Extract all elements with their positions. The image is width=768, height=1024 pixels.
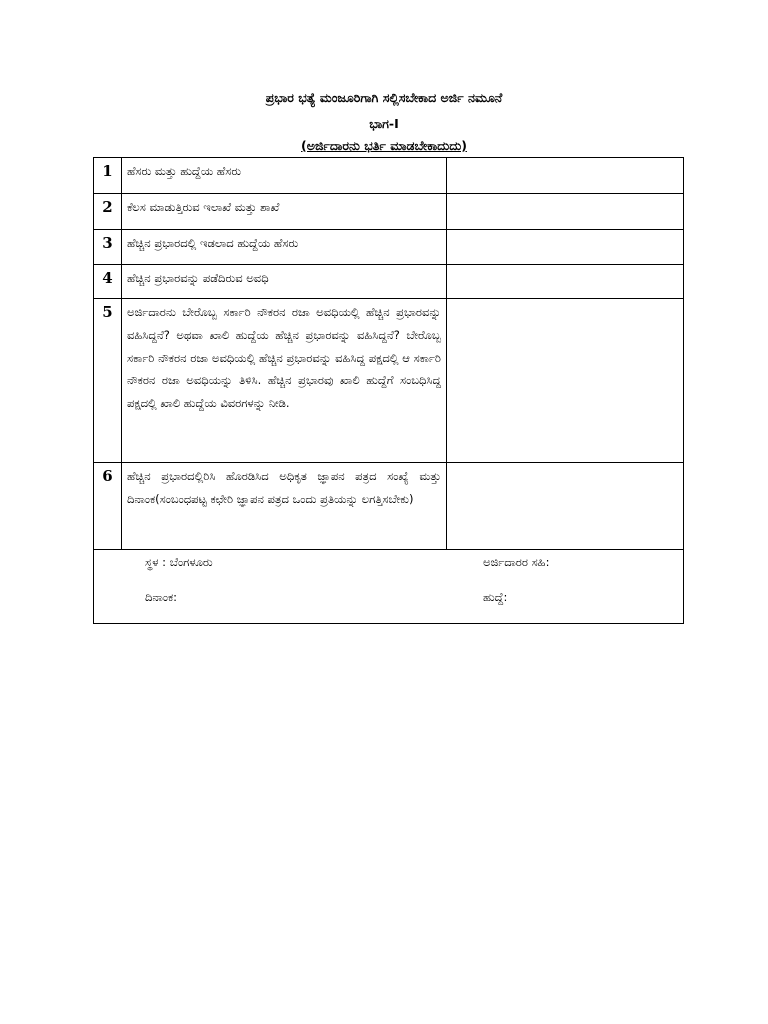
date-label: ದಿನಾಂಕ: bbox=[145, 590, 178, 604]
footer-row bbox=[94, 550, 684, 624]
form-subtitle: (ಅರ್ಜಿದಾರನು ಭರ್ತಿ ಮಾಡಬೇಕಾದುದು) bbox=[301, 138, 467, 153]
row-question: ಹೆಸರು ಮತ್ತು ಹುದ್ದೆಯ ಹೆಸರು bbox=[122, 158, 447, 194]
form-part: ಭಾಗ-I bbox=[369, 116, 399, 131]
designation-label: ಹುದ್ದೆ: bbox=[483, 590, 508, 604]
row-number: 2 bbox=[94, 194, 122, 230]
row-answer-field[interactable] bbox=[447, 265, 684, 299]
row-question: ಹೆಚ್ಚಿನ ಪ್ರಭಾರದಲ್ಲಿ ಇಡಲಾದ ಹುದ್ದೆಯ ಹೆಸರು bbox=[122, 230, 447, 265]
table-row bbox=[94, 299, 684, 463]
form-title: ಪ್ರಭಾರ ಭತ್ಯೆ ಮಂಜೂರಿಗಾಗಿ ಸಲ್ಲಿಸಬೇಕಾದ ಅರ್ಜಿ ನಮೂನೆ bbox=[265, 90, 503, 105]
row-question: ಕೆಲಸ ಮಾಡುತ್ತಿರುವ ಇಲಾಖೆ ಮತ್ತು ಶಾಖೆ bbox=[122, 194, 447, 230]
row-number: 3 bbox=[94, 230, 122, 265]
table-row bbox=[94, 230, 684, 265]
row-question: ಹೆಚ್ಚಿನ ಪ್ರಭಾರವನ್ನು ಪಡೆದಿರುವ ಅವಧಿ bbox=[122, 265, 447, 299]
row-number: 4 bbox=[94, 265, 122, 299]
row-number: 5 bbox=[94, 299, 122, 463]
signature-block bbox=[94, 550, 684, 624]
row-answer-field[interactable] bbox=[447, 194, 684, 230]
row-question: ಅರ್ಜಿದಾರನು ಬೇರೊಬ್ಬ ಸರ್ಕಾರಿ ನೌಕರನ ರಜಾ ಅವಧಿಯಲ್ಲಿ ಹೆಚ್ಚಿನ ಪ್ರಭಾರವನ್ನು ವಹಿಸಿದ್ದನೆ? ಅಥವಾ ಖಾಲಿ ಹುದ್ದೆಯ ಹೆಚ್ಚಿನ ಪ್ರಭಾರವನ್ನು ವಹಿಸಿದ್ದನೆ? ಬೇರೊಬ್ಬ ಸರ್ಕಾರಿ ನೌಕರನ ರಜಾ ಅವಧಿಯಲ್ಲಿ ಹೆಚ್ಚಿನ ಪ್ರಭಾರವನ್ನು ವಹಿಸಿದ್ದ ಪಕ್ಷದಲ್ಲಿ ಆ ಸರ್ಕಾರಿ ನೌಕರನ ರಜಾ ಅವಧಿಯನ್ನು ತಿಳಿಸಿ. ಹೆಚ್ಚಿನ ಪ್ರಭಾರವು ಖಾಲಿ ಹುದ್ದೆಗೆ ಸಂಬಧಿಸಿದ್ದ ಪಕ್ಷದಲ್ಲಿ ಖಾಲಿ ಹುದ್ದೆಯ ವಿವರಗಳನ್ನು ನೀಡಿ. bbox=[122, 299, 447, 463]
row-answer-field[interactable] bbox=[447, 158, 684, 194]
table-row bbox=[94, 158, 684, 194]
row-number: 1 bbox=[94, 158, 122, 194]
table-row bbox=[94, 194, 684, 230]
table-row bbox=[94, 265, 684, 299]
row-question: ಹೆಚ್ಚಿನ ಪ್ರಭಾರದಲ್ಲಿರಿಸಿ ಹೊರಡಿಸಿದ ಅಧಿಕೃತ ಜ್ಞಾಪನ ಪತ್ರದ ಸಂಖ್ಯೆ ಮತ್ತು ದಿನಾಂಕ(ಸಂಬಂಧಪಟ್ಟ ಕಛೇರಿ ಜ್ಞಾಪನ ಪತ್ರದ ಒಂದು ಪ್ರತಿಯನ್ನು ಲಗತ್ತಿಸಬೇಕು) bbox=[122, 463, 447, 550]
application-form-table bbox=[93, 157, 684, 624]
signature-label: ಅರ್ಜಿದಾರರ ಸಹಿ: bbox=[483, 555, 550, 569]
row-answer-field[interactable] bbox=[447, 463, 684, 550]
table-row bbox=[94, 463, 684, 550]
row-number: 6 bbox=[94, 463, 122, 550]
place-label: ಸ್ಥಳ : ಬೆಂಗಳೂರು bbox=[145, 555, 213, 569]
row-answer-field[interactable] bbox=[447, 230, 684, 265]
row-answer-field[interactable] bbox=[447, 299, 684, 463]
